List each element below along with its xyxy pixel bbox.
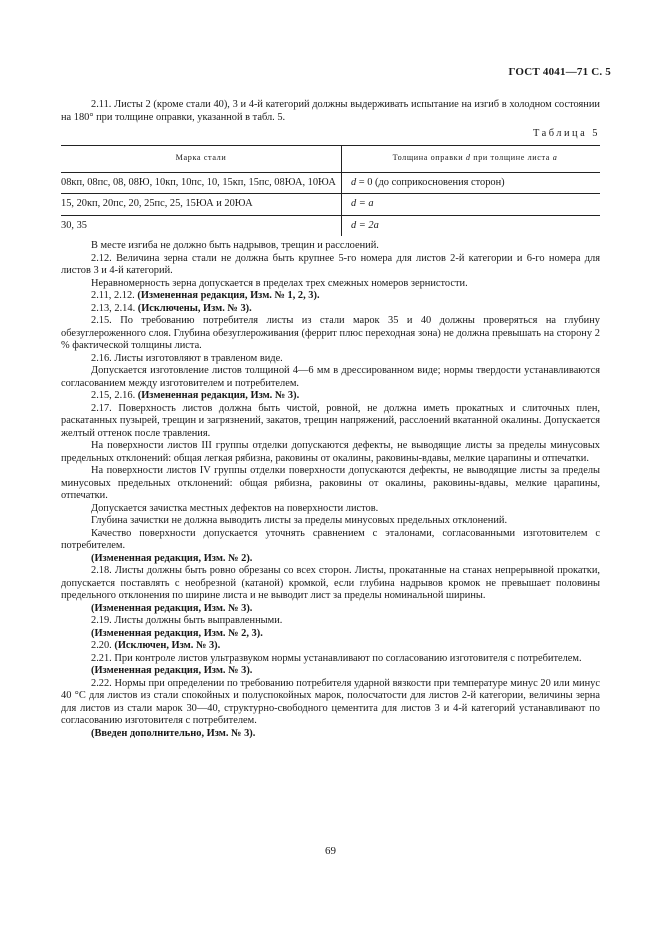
table-5 [61, 145, 600, 237]
paragraph: В месте изгиба не должно быть надрывов, трещин и расслоений. [91, 240, 379, 251]
paragraph-2-11: 2.11. Листы 2 (кроме стали 40), 3 и 4-й категорий должны выдерживать испытание на изгиб в холодном состоянии на 180° при толщине оправки, указанной в табл. 5. [61, 99, 600, 123]
paragraph-2-22: 2.22. Нормы при определении по требованию потребителя ударной вязкости при температуре минус 20 или минус 40 °С для листов из стали спокойных и полуспокойных марок, полосчатости для листов 2-й категории, величины зерна для листов из стали марок 30—40, структурно-свободного цементита для листов 3 и 4-й категорий устанавливают по согласованию изготовителя с потребителем. [61, 677, 600, 726]
amendment-note: (Введен дополнительно, Изм. № 3). [91, 727, 256, 739]
paragraph: Допускается изготовление листов толщиной 4—6 мм в дрессированном виде; нормы твердости устанавливаются согласованием между изготовителем и потребителем. [61, 365, 600, 389]
paragraph-2-17: 2.17. Поверхность листов должна быть чистой, ровной, не должна иметь прокатных и слиточных плен, раскатанных пузырей, трещин и загрязнений, закатов, трещин напряжений, расслоений вкатанной окалины. Допускается желтый оттенок после травления. [61, 402, 600, 439]
amendment-note: (Измененная редакция, Изм. № 2, 3). [91, 627, 263, 639]
amendment-note: (Измененная редакция, Изм. № 3). [91, 602, 253, 614]
amendment-note: 2.13, 2.14. (Исключены, Изм. № 3). [91, 302, 252, 314]
paragraph: На поверхности листов IV группы отделки поверхности допускаются дефекты, не выводящие листы за пределы минусовых предельных отклонений: общая рябизна, раковины от окалины, раковины-вдавы, мелкие царапины, отпечатки. [61, 465, 600, 501]
mandrel-cell: d = 0 (до соприкосновения сторон) [342, 172, 601, 194]
table-row [61, 215, 600, 236]
table-row [61, 172, 600, 194]
paragraph-2-21: 2.21. При контроле листов ультразвуком нормы устанавливают по согласованию изготовителя с потребителем. [91, 652, 582, 664]
document-header: ГОСТ 4041—71 С. 5 [508, 66, 611, 78]
paragraph: Качество поверхности допускается уточнять сравнением с эталонами, согласованными изготовителем с потребителем. [61, 527, 600, 551]
paragraph: На поверхности листов III группы отделки допускаются дефекты, не выводящие листы за пределы минусовых предельных отклонений: общая легкая рябизна, раковины от окалины, раковины-вдавы, мелкие царапины и отпечатки. [61, 440, 600, 464]
paragraph-2-16: 2.16. Листы изготовляют в травленом виде. [91, 352, 283, 364]
column-header-steel: Марка стали [61, 145, 342, 172]
paragraph: Допускается зачистка местных дефектов на поверхности листов. [91, 502, 379, 514]
mandrel-cell: d = a [342, 194, 601, 216]
paragraph-2-15: 2.15. По требованию потребителя листы из стали марок 35 и 40 должны проверяться на глубину обезуглероженного слоя. Глубина обезуглероживания (феррит плюс переходная зона) не должна превышать на сторону 2 % фактической толщины листа. [61, 315, 600, 351]
amendment-note: (Измененная редакция, Изм. № 2). [91, 552, 253, 564]
amendment-note: (Измененная редакция, Изм. № 3). [91, 665, 253, 676]
paragraph: Неравномерность зерна допускается в пределах трех смежных номеров зернистости. [91, 277, 468, 289]
paragraph: Глубина зачистки не должна выводить листы за пределы минусовых предельных отклонений. [91, 515, 508, 526]
amendment-note: 2.20. (Исключен, Изм. № 3). [91, 640, 221, 651]
column-header-mandrel: Толщина оправки d при толщине листа a [342, 145, 601, 172]
steel-grade-cell: 08кп, 08пс, 08, 08Ю, 10кп, 10пс, 10, 15кп, 15пс, 08ЮА, 10ЮА [61, 172, 342, 194]
document-body [61, 99, 600, 740]
mandrel-cell: d = 2a [342, 215, 601, 236]
page-number: 69 [325, 845, 336, 857]
steel-grade-cell: 15, 20кп, 20пс, 20, 25пс, 25, 15ЮА и 20ЮА [61, 194, 342, 216]
paragraph-2-19: 2.19. Листы должны быть выправленными. [91, 615, 283, 626]
amendment-note: 2.15, 2.16. (Измененная редакция, Изм. № 3). [91, 390, 300, 401]
amendment-note: 2.11, 2.12. (Измененная редакция, Изм. № 1, 2, 3). [91, 290, 320, 301]
table-caption: Таблица 5 [533, 128, 600, 139]
table-header-row [61, 145, 600, 172]
paragraph-2-18: 2.18. Листы должны быть ровно обрезаны со всех сторон. Листы, прокатанные на станах непрерывной прокатки, допускается поставлять с необрезной (катаной) кромкой, если глубина надрывов кромок не превышает половины предельного отклонения по ширине листа и не выводит лист за пределы номинальной ширины. [61, 565, 600, 601]
table-row [61, 194, 600, 216]
paragraph-2-12: 2.12. Величина зерна стали не должна быть крупнее 5-го номера для листов 2-й категории и 6-го номера для листов 3 и 4-й категорий. [61, 252, 600, 276]
steel-grade-cell: 30, 35 [61, 219, 87, 231]
